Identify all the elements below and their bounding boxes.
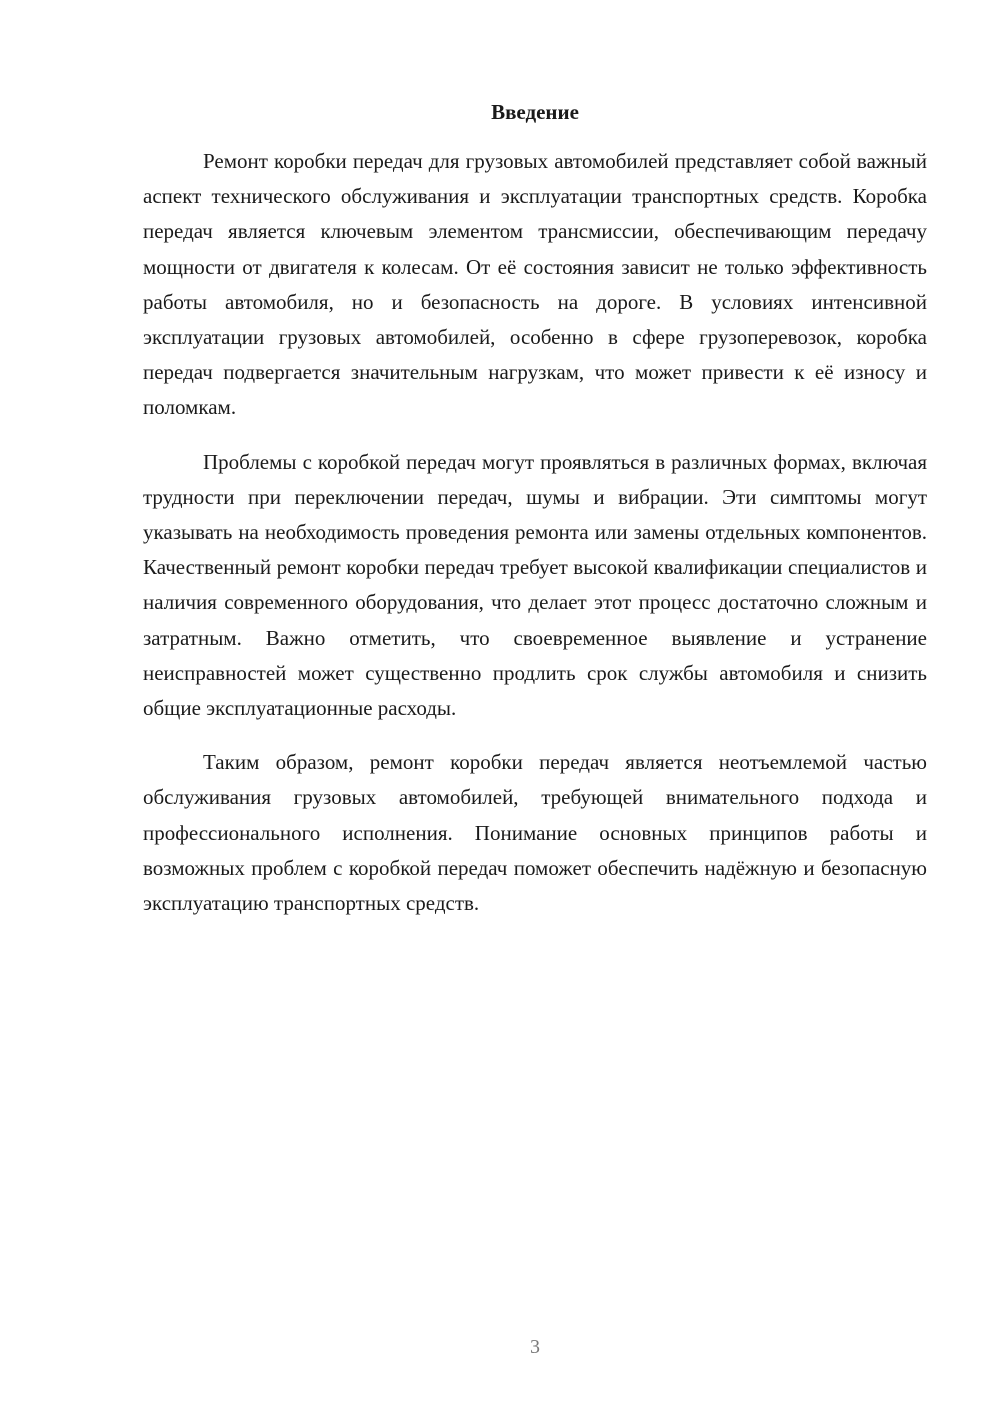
paragraph-1: Ремонт коробки передач для грузовых автомобилей представляет собой важный аспект технического обслуживания и эксплуатации транспортных средств. Коробка передач является ключевым элементом трансмиссии, обеспечивающим передачу мощности от двигателя к колесам. От её состояния зависит не только эффективность работы автомобиля, но и безопасность на дороге. В условиях интенсивной эксплуатации грузовых автомобилей, особенно в сфере грузоперевозок, коробка передач подвергается значительным нагрузкам, что может привести к её износу и поломкам. — [143, 149, 927, 420]
paragraph-3: Таким образом, ремонт коробки передач является неотъемлемой частью обслуживания грузовых автомобилей, требующей внимательного подхода и профессионального исполнения. Понимание основных принципов работы и возможных проблем с коробкой передач поможет обеспечить надёжную и безопасную эксплуатацию транспортных средств. — [143, 750, 927, 916]
paragraph-2: Проблемы с коробкой передач могут проявляться в различных формах, включая трудности при переключении передач, шумы и вибрации. Эти симптомы могут указывать на необходимость проведения ремонта или замены отдельных компонентов. Качественный ремонт коробки передач требует высокой квалификации специалистов и наличия современного оборудования, что делает этот процесс достаточно сложным и затратным. Важно отметить, что своевременное выявление и устранение неисправностей может существенно продлить срок службы автомобиля и снизить общие эксплуатационные расходы. — [143, 449, 927, 721]
page-title: Введение — [491, 100, 579, 124]
page-number: 3 — [530, 1336, 540, 1358]
document-body — [143, 144, 927, 940]
